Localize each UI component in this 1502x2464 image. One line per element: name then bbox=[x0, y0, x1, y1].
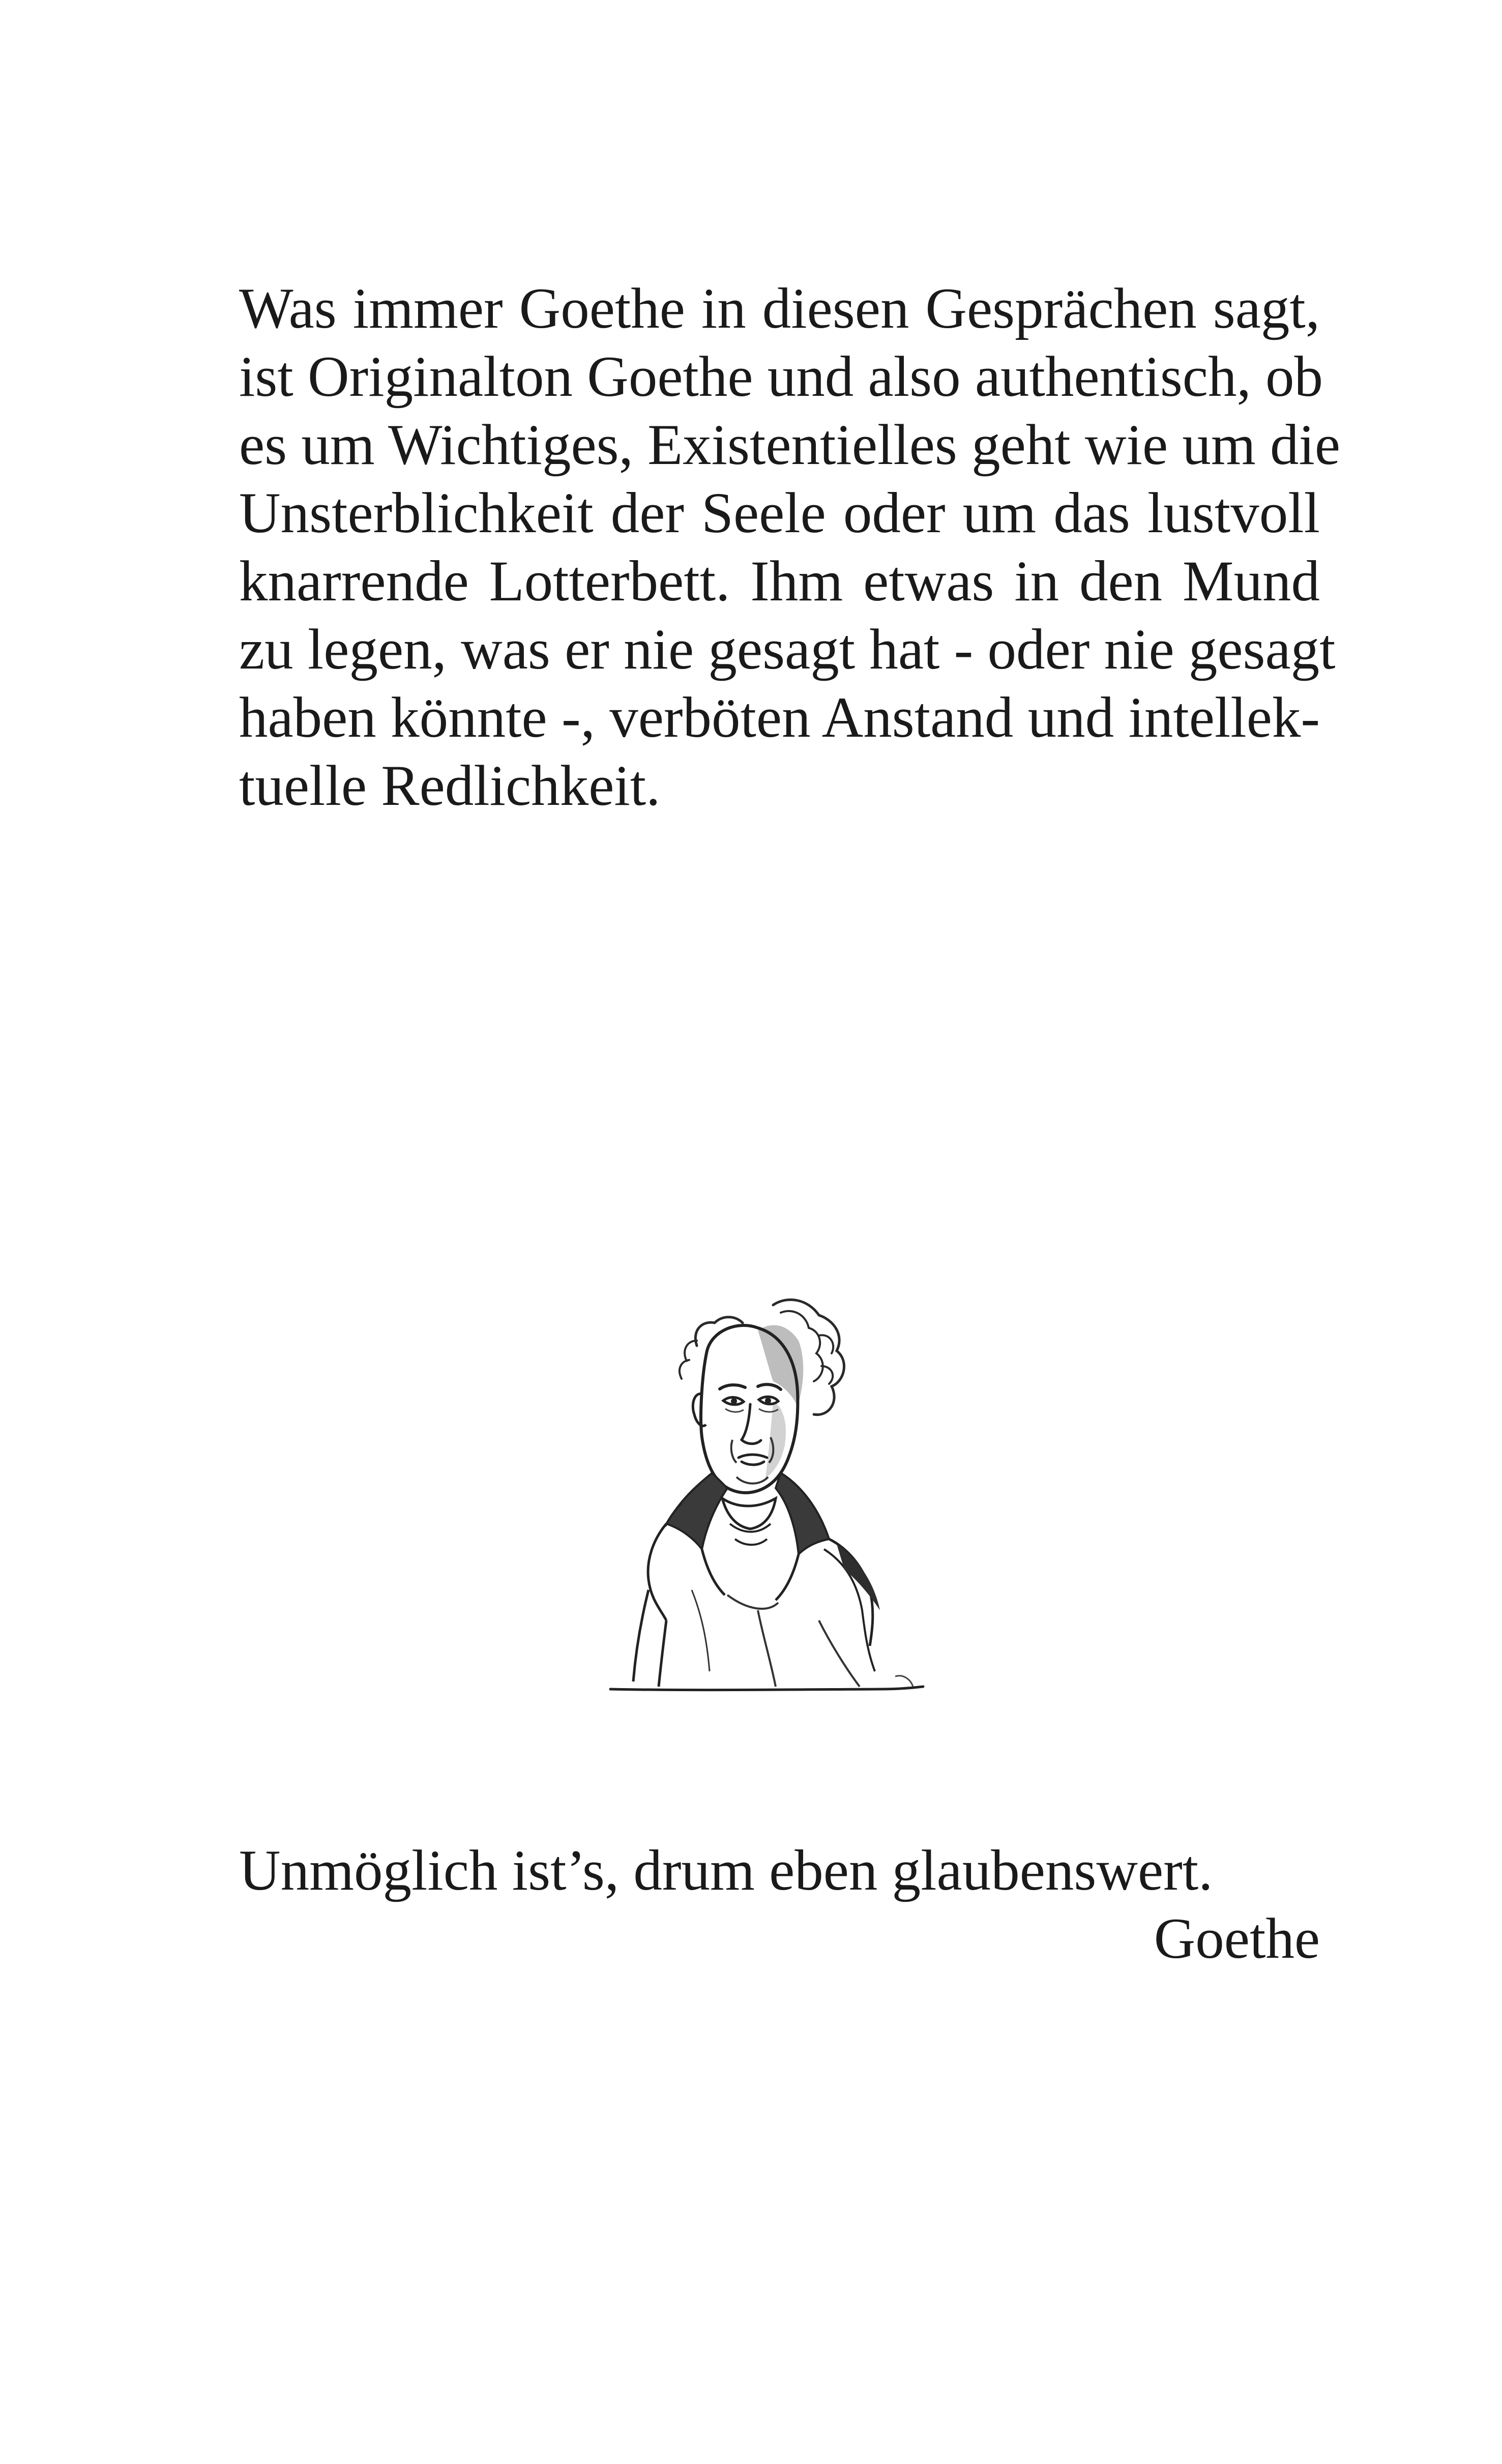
intro-line: tuelle Redlichkeit. bbox=[239, 754, 661, 818]
intro-line: Was immer Goethe in diesen Gesprächen sagt, bbox=[239, 277, 1320, 340]
intro-line: Unsterblichkeit der Seele oder um das lustvoll bbox=[239, 481, 1320, 545]
intro-paragraph bbox=[239, 275, 1341, 820]
intro-line: zu legen, was er nie gesagt hat - oder nie gesagt bbox=[239, 618, 1336, 681]
intro-line: es um Wichtiges, Existentielles geht wie um die bbox=[239, 413, 1341, 477]
quote-author: Goethe bbox=[1154, 1907, 1320, 1970]
quote-text: Unmöglich ist’s, drum eben glaubenswert. bbox=[239, 1839, 1213, 1902]
intro-line: ist Originalton Goethe und also authentisch, ob bbox=[239, 345, 1323, 409]
intro-line: haben könnte -, verböten Anstand und intellek- bbox=[239, 686, 1320, 749]
intro-line: knarrende Lotterbett. Ihm etwas in den Mund bbox=[239, 549, 1320, 613]
goethe-portrait-icon bbox=[605, 1285, 951, 1717]
